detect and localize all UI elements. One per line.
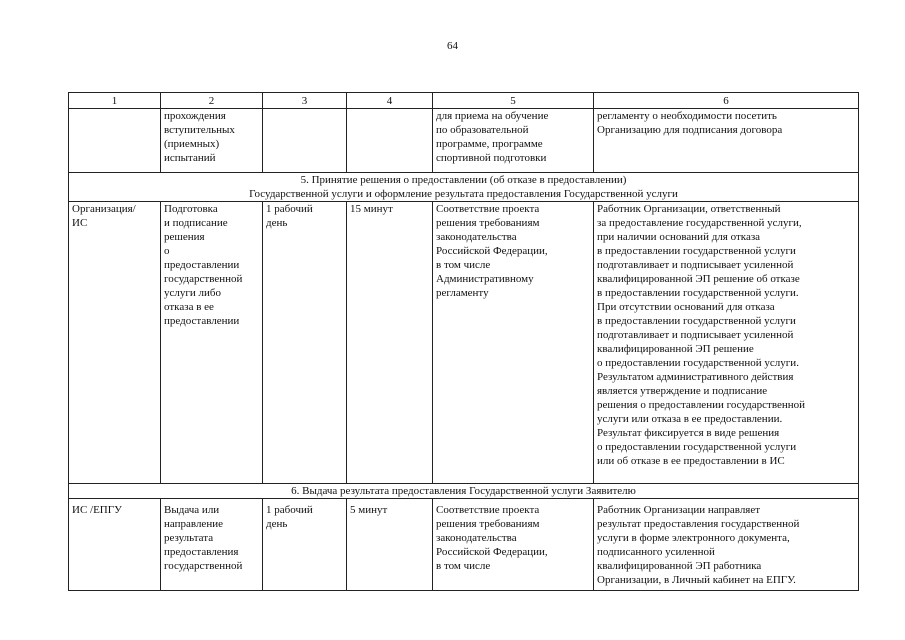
table-cell: Организация/ ИС — [69, 202, 161, 484]
table-cell: Выдача или направление результата предоставления государственной — [161, 499, 263, 591]
table-cell: ИС /ЕПГУ — [69, 499, 161, 591]
table-cell — [347, 109, 433, 173]
table-cell: для приема на обучение по образовательной программе, программе спортивной подготовки — [433, 109, 594, 173]
table-cell: прохождения вступительных (приемных) испытаний — [161, 109, 263, 173]
table-cell: регламенту о необходимости посетить Организацию для подписания договора — [594, 109, 859, 173]
column-header: 4 — [347, 93, 433, 109]
section-6-title: 6. Выдача результата предоставления Государственной услуги Заявителю — [69, 484, 859, 499]
table-cell: 1 рабочий день — [263, 499, 347, 591]
procedure-table — [68, 92, 859, 591]
table-cell: Работник Организации, ответственный за предоставление государственной услуги, при наличии оснований для отказа в предоставлении государственной услуги подготавливает и подписывает усиленной квалифицированной ЭП решение об отказе в предоставлении государственной услуги. При отсутствии оснований для отказа в предоставлении государственной услуги подготавливает и подписывает усиленной квалифицированной ЭП решение о предоставлении государственной услуги. Результатом административного действия является утверждение и подписание решения о предоставлении государственной услуги или отказа в ее предоставлении. Результат фиксируется в виде решения о предоставлении государственной услуги или об отказе в ее предоставлении в ИС — [594, 202, 859, 484]
table-cell: Подготовка и подписание решения о предоставлении государственной услуги либо отказа в ее предоставлении — [161, 202, 263, 484]
table-header-row — [69, 93, 859, 109]
table-cell: Соответствие проекта решения требованиям законодательства Российской Федерации, в том числе — [433, 499, 594, 591]
column-header: 5 — [433, 93, 594, 109]
table-cell: 5 минут — [347, 499, 433, 591]
table-row — [69, 202, 859, 484]
column-header: 6 — [594, 93, 859, 109]
table-row — [69, 499, 859, 591]
table-cell — [69, 109, 161, 173]
table-cell: 15 минут — [347, 202, 433, 484]
table-cell: Работник Организации направляет результат предоставления государственной услуги в форме электронного документа, подписанного усиленной квалифицированной ЭП работника Организации, в Личный кабинет на ЕПГУ. — [594, 499, 859, 591]
page-number: 64 — [447, 40, 458, 52]
column-header: 2 — [161, 93, 263, 109]
section-heading-row — [69, 173, 859, 202]
table-cell: Соответствие проекта решения требованиям законодательства Российской Федерации, в том числе Административному регламенту — [433, 202, 594, 484]
table-cell — [263, 109, 347, 173]
column-header: 3 — [263, 93, 347, 109]
column-header: 1 — [69, 93, 161, 109]
table-cell: 1 рабочий день — [263, 202, 347, 484]
table-row — [69, 109, 859, 173]
section-heading-row — [69, 484, 859, 499]
section-5-title: 5. Принятие решения о предоставлении (об отказе в предоставлении) Государственной услуги и оформление результата предоставления Государственной услуги — [69, 173, 859, 202]
